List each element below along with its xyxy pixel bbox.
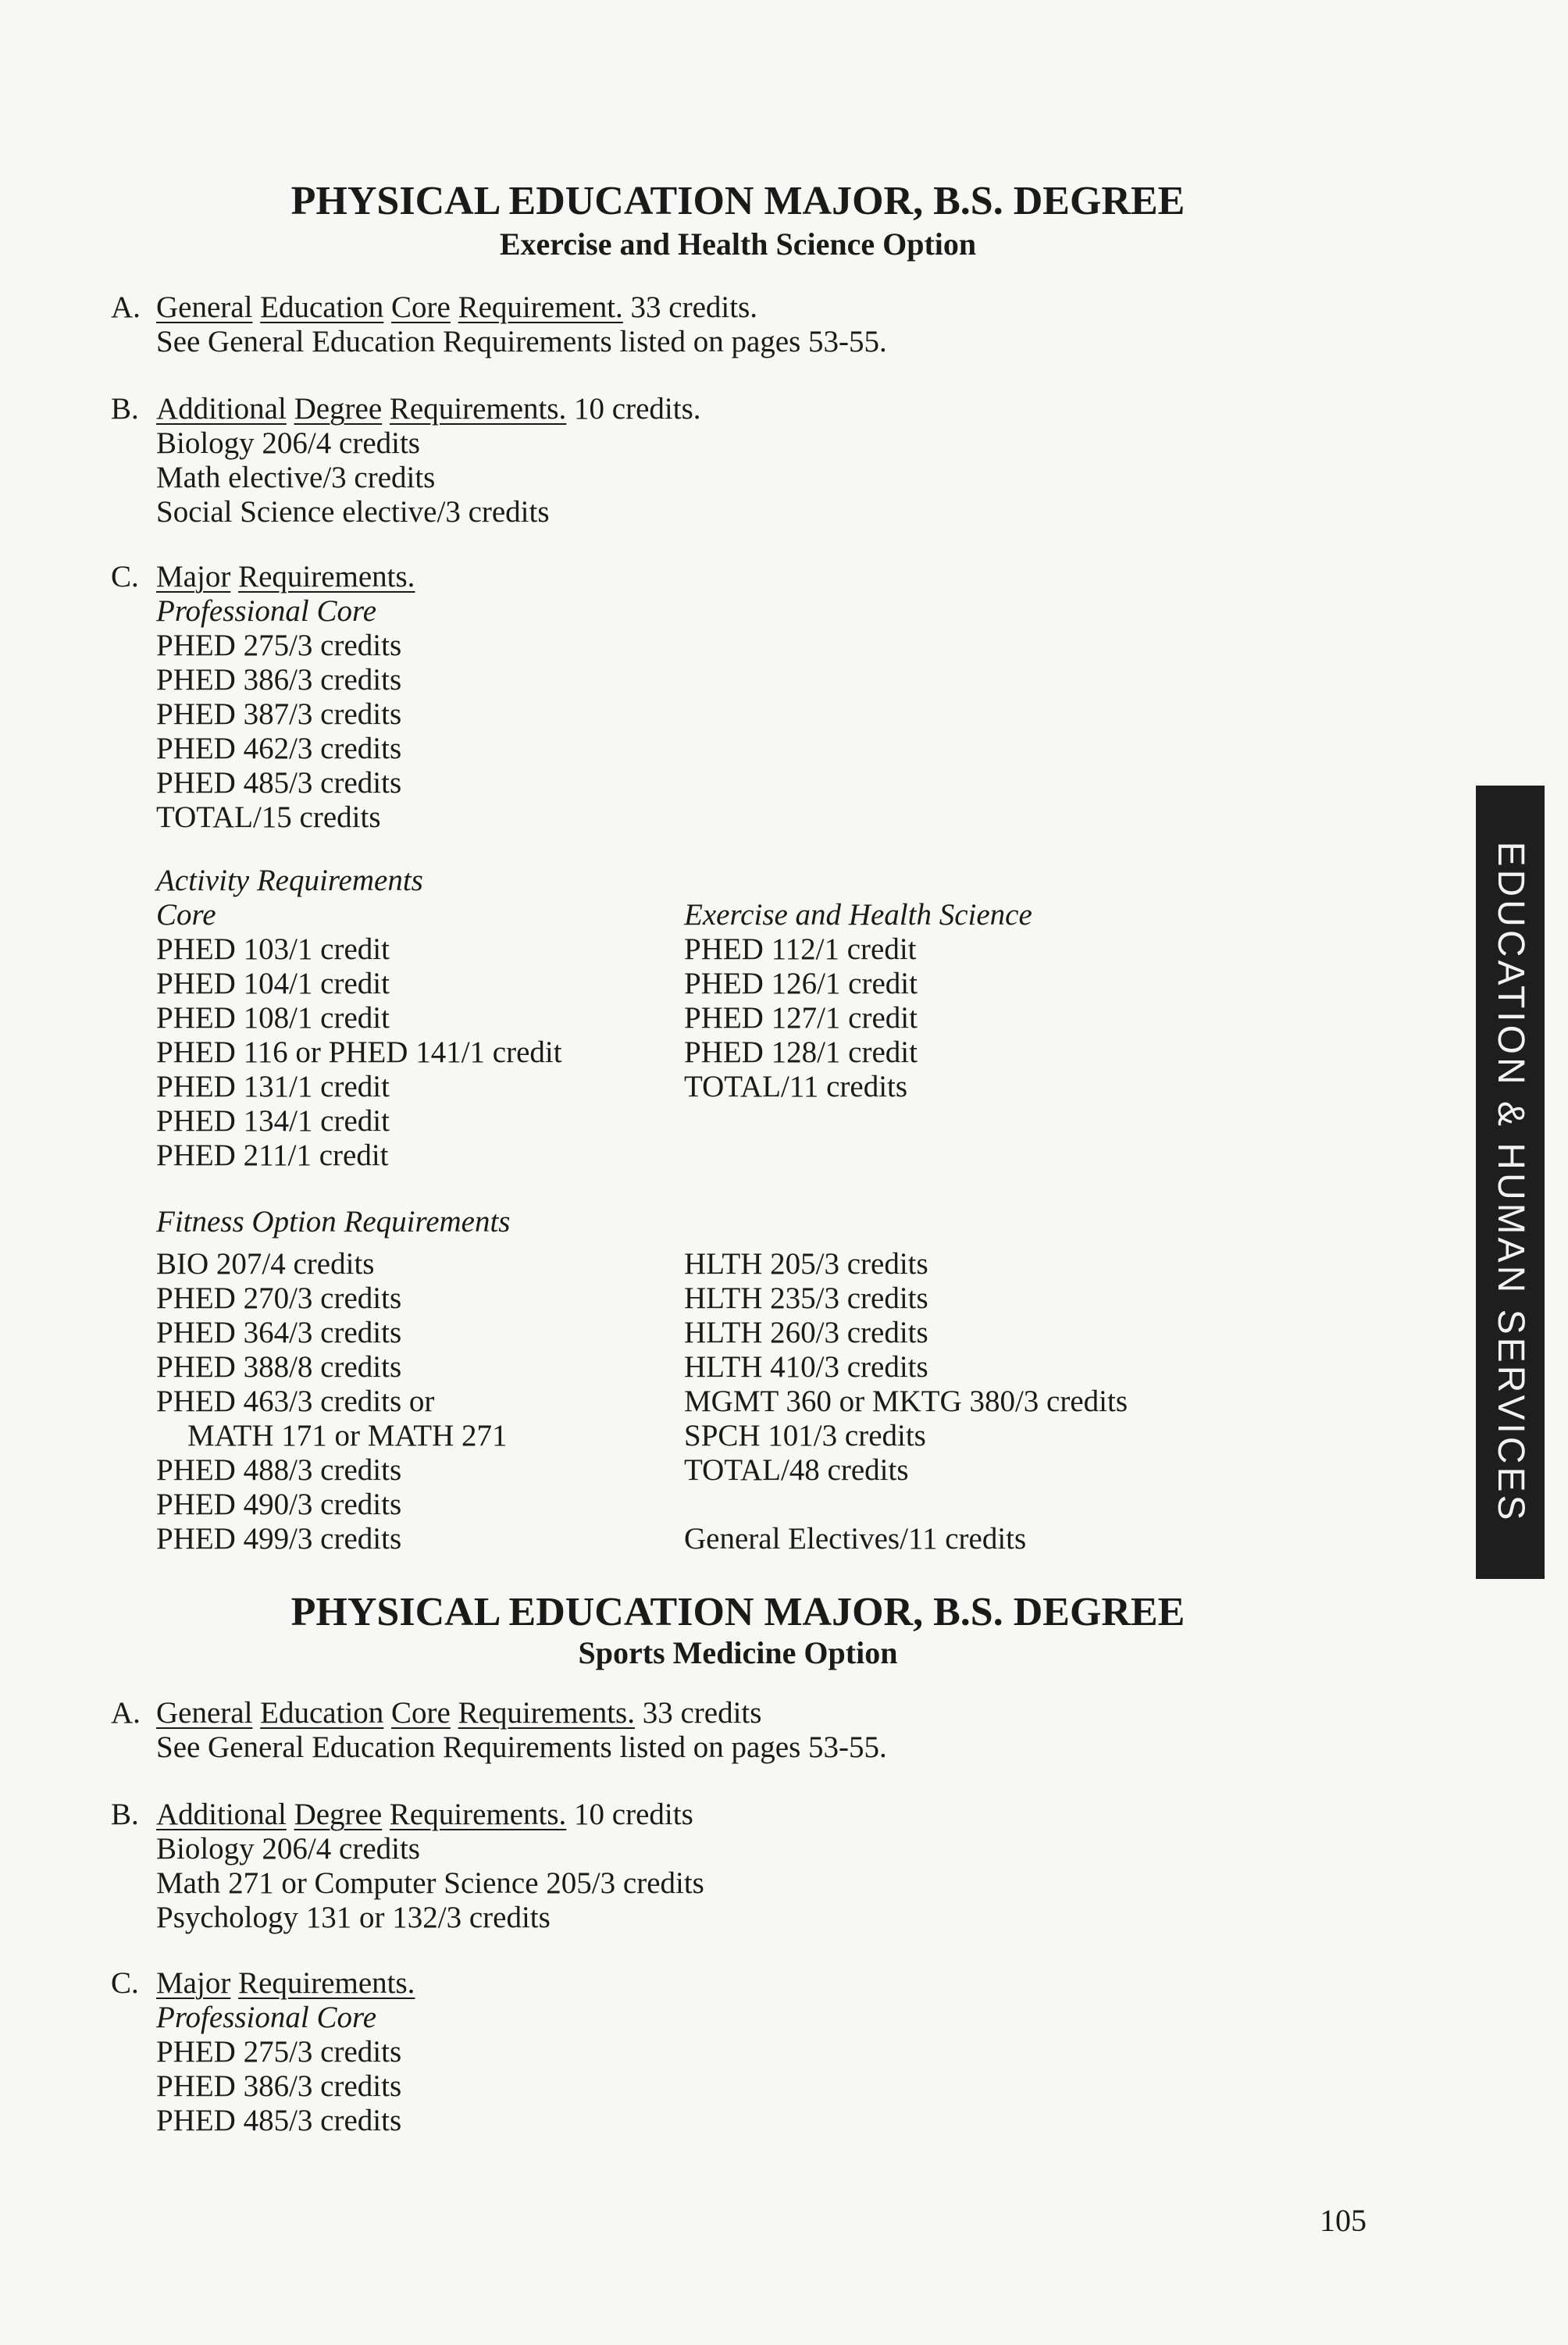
page-number: 105: [1320, 2203, 1367, 2238]
list-item: PHED 386/3 credits: [156, 663, 402, 697]
heading-word: Core: [391, 1696, 451, 1730]
professional-core-label: Professional Core: [156, 2001, 377, 2034]
list-item: SPCH 101/3 credits: [684, 1419, 926, 1452]
list-item: PHED 364/3 credits: [156, 1316, 402, 1349]
section1-requirement-b: [111, 392, 701, 529]
total-line: TOTAL/11 credits: [684, 1070, 908, 1103]
heading-word: Requirements.: [389, 1798, 567, 1831]
list-item: PHED 134/1 credit: [156, 1104, 390, 1138]
list-item: PHED 488/3 credits: [156, 1453, 402, 1487]
sidebar-label: EDUCATION & HUMAN SERVICES: [1490, 841, 1531, 1524]
list-item: PHED 104/1 credit: [156, 967, 390, 1000]
heading-word: Additional: [156, 1798, 287, 1831]
requirement-credits: 10 credits.: [574, 392, 701, 426]
requirement-letter: B.: [111, 392, 139, 426]
list-item: HLTH 410/3 credits: [684, 1350, 928, 1384]
requirement-credits: 33 credits.: [630, 290, 758, 324]
total-line: TOTAL/48 credits: [684, 1453, 909, 1487]
requirement-letter: C.: [111, 560, 139, 593]
list-item: PHED 112/1 credit: [684, 932, 917, 966]
fitness-option-label: Fitness Option Requirements: [156, 1205, 511, 1238]
requirement-note: See General Education Requirements listed on pages 53-55.: [156, 1730, 887, 1764]
heading-word: Requirements.: [389, 392, 567, 426]
requirement-a-heading: [111, 1696, 887, 1730]
requirement-note: See General Education Requirements listed on pages 53-55.: [156, 325, 887, 358]
requirement-letter: A.: [111, 290, 141, 324]
list-item: PHED 386/3 credits: [156, 2069, 402, 2103]
requirement-a-heading: [111, 290, 887, 325]
section1-title: PHYSICAL EDUCATION MAJOR, B.S. DEGREE: [290, 179, 1185, 223]
activity-requirements-label: Activity Requirements: [156, 864, 423, 897]
list-item: PHED 108/1 credit: [156, 1001, 390, 1035]
list-item: PHED 103/1 credit: [156, 932, 390, 966]
list-item-continuation: MATH 171 or MATH 271: [187, 1419, 508, 1452]
requirement-b-heading: [111, 1798, 704, 1832]
heading-word: Requirements.: [238, 560, 415, 593]
heading-word: General: [156, 1696, 253, 1730]
list-item: HLTH 260/3 credits: [684, 1316, 928, 1349]
list-item: PHED 462/3 credits: [156, 732, 402, 765]
heading-word: Core: [391, 290, 451, 324]
requirement-letter: B.: [111, 1798, 139, 1831]
list-item: PHED 131/1 credit: [156, 1070, 390, 1103]
list-item: MGMT 360 or MKTG 380/3 credits: [684, 1385, 1128, 1418]
list-item: PHED 463/3 credits or: [156, 1385, 435, 1418]
section1-requirement-a: [111, 290, 887, 359]
list-item: HLTH 205/3 credits: [684, 1247, 928, 1281]
heading-word: Education: [260, 290, 384, 324]
section2-title: PHYSICAL EDUCATION MAJOR, B.S. DEGREE: [290, 1590, 1185, 1634]
heading-word: Degree: [294, 1798, 383, 1831]
heading-word: Major: [156, 1966, 231, 2000]
section2-requirement-b: [111, 1798, 704, 1935]
list-item: PHED 485/3 credits: [156, 2104, 402, 2137]
section2-requirement-a: [111, 1696, 887, 1765]
heading-word: Additional: [156, 392, 287, 426]
exercise-health-science-label: Exercise and Health Science: [684, 898, 1032, 932]
requirement-letter: C.: [111, 1966, 139, 2000]
heading-word: Requirements.: [238, 1966, 415, 2000]
list-item: HLTH 235/3 credits: [684, 1281, 928, 1315]
requirement-b-heading: [111, 392, 701, 426]
list-item: PHED 116 or PHED 141/1 credit: [156, 1035, 562, 1069]
list-item: PHED 128/1 credit: [684, 1035, 918, 1069]
list-item: PHED 275/3 credits: [156, 629, 402, 662]
list-item: Biology 206/4 credits: [156, 426, 420, 460]
heading-word: Requirement.: [458, 290, 623, 324]
list-item: BIO 207/4 credits: [156, 1247, 375, 1281]
list-item: PHED 127/1 credit: [684, 1001, 918, 1035]
list-item: Psychology 131 or 132/3 credits: [156, 1901, 551, 1934]
section1-subtitle: Exercise and Health Science Option: [499, 226, 977, 262]
list-item: PHED 387/3 credits: [156, 697, 402, 731]
requirement-c-heading: [111, 560, 415, 594]
requirement-credits: 33 credits: [642, 1696, 762, 1730]
requirement-credits: 10 credits: [574, 1798, 693, 1831]
heading-word: Education: [260, 1696, 384, 1730]
heading-word: Degree: [294, 392, 383, 426]
list-item: PHED 126/1 credit: [684, 967, 918, 1000]
list-item: Math elective/3 credits: [156, 461, 436, 494]
heading-word: Major: [156, 560, 231, 593]
list-item: PHED 499/3 credits: [156, 1522, 402, 1556]
activity-requirements-ehs: [684, 898, 1032, 1104]
list-item: Social Science elective/3 credits: [156, 495, 550, 529]
list-item: PHED 490/3 credits: [156, 1488, 402, 1521]
list-item: PHED 270/3 credits: [156, 1281, 402, 1315]
list-item: PHED 211/1 credit: [156, 1139, 389, 1172]
section2-requirement-c: [111, 1966, 415, 2138]
fitness-left-column: [156, 1247, 508, 1556]
list-item: PHED 388/8 credits: [156, 1350, 402, 1384]
section2-subtitle: Sports Medicine Option: [578, 1635, 898, 1670]
heading-word: General: [156, 290, 253, 324]
fitness-right-column: [684, 1247, 1128, 1488]
list-item: PHED 485/3 credits: [156, 766, 402, 800]
list-item: Math 271 or Computer Science 205/3 credits: [156, 1866, 704, 1900]
heading-word: Requirements.: [458, 1696, 635, 1730]
list-item: PHED 275/3 credits: [156, 2035, 402, 2069]
requirement-letter: A.: [111, 1696, 141, 1730]
total-line: TOTAL/15 credits: [156, 800, 381, 834]
activity-requirements-core: [156, 864, 562, 1173]
section-sidebar-tab: [1476, 786, 1545, 1579]
general-electives: General Electives/11 credits: [684, 1522, 1027, 1556]
professional-core-label: Professional Core: [156, 594, 377, 628]
core-label: Core: [156, 898, 216, 932]
section1-requirement-c: [111, 560, 415, 835]
list-item: Biology 206/4 credits: [156, 1832, 420, 1866]
requirement-c-heading: [111, 1966, 415, 2001]
